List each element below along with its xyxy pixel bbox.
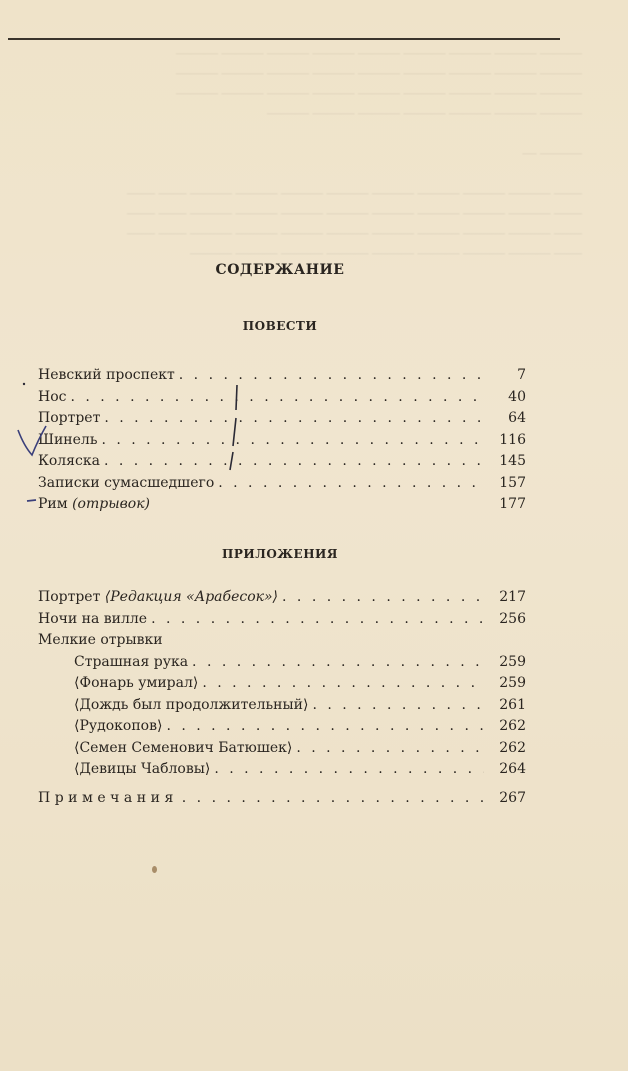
- toc-page: 116: [499, 431, 526, 448]
- toc-label: Нос: [38, 388, 67, 405]
- leader-dots: [202, 673, 484, 695]
- toc-row[interactable]: [38, 652, 526, 674]
- toc-label: Невский проспект: [38, 367, 175, 383]
- top-rule: [8, 38, 560, 40]
- toc-page: 261: [499, 696, 526, 713]
- toc-page: 256: [499, 610, 526, 627]
- toc-label: Портрет: [38, 410, 101, 426]
- toc-notes: [38, 788, 526, 810]
- toc-row[interactable]: [38, 587, 526, 609]
- toc-group-heading: [38, 630, 526, 652]
- toc-row[interactable]: [38, 788, 526, 810]
- leader-dots: [101, 430, 484, 452]
- toc-label: [38, 587, 278, 609]
- toc-row[interactable]: [38, 609, 526, 631]
- paper-stain: [152, 866, 157, 873]
- leader-dots: [312, 695, 484, 717]
- toc-label: Ночи на вилле: [38, 610, 148, 627]
- leader-dots: [70, 387, 484, 409]
- toc-row[interactable]: [38, 473, 526, 495]
- toc-page: 262: [499, 739, 526, 756]
- toc-label-text: Рим: [38, 496, 68, 512]
- toc-label: Записки сумасшедшего: [38, 474, 215, 491]
- dot-mark-icon: [23, 383, 25, 385]
- toc-label: ⟨Рудокопов⟩: [74, 718, 163, 734]
- toc-label: Страшная рука: [74, 653, 189, 670]
- toc-label-note: (отрывок): [72, 496, 151, 512]
- toc-label: Шинель: [38, 431, 98, 448]
- leader-dots: [214, 759, 484, 781]
- leader-dots: [296, 738, 484, 760]
- leader-dots: [192, 652, 484, 674]
- leader-dots: [104, 451, 484, 473]
- toc-page: 40: [508, 388, 526, 405]
- toc-page: 259: [499, 675, 526, 691]
- leader-dots: [218, 473, 484, 495]
- section-title-povesti: ПОВЕСТИ: [242, 319, 318, 333]
- toc-row[interactable]: [38, 451, 526, 473]
- toc-page: 157: [499, 474, 526, 491]
- toc-page: 264: [499, 761, 526, 777]
- toc-label-text: Портрет: [38, 589, 101, 605]
- toc-label: Примечания: [38, 790, 178, 806]
- toc-section-prilozheniya: [38, 587, 526, 781]
- toc-label: Мелкие отрывки: [38, 632, 163, 648]
- toc-page: 64: [508, 410, 526, 426]
- leader-dots: [282, 587, 484, 609]
- toc-row[interactable]: [38, 738, 526, 760]
- toc-label: ⟨Девицы Чабловы⟩: [74, 761, 211, 777]
- section-title-prilozheniya: ПРИЛОЖЕНИЯ: [222, 547, 338, 561]
- toc-label: ⟨Фонарь умирал⟩: [74, 675, 199, 691]
- toc-row[interactable]: [38, 430, 526, 452]
- toc-page: 7: [517, 367, 526, 383]
- toc-row[interactable]: [38, 695, 526, 717]
- toc-label-note: ⟨Редакция «Арабесок»⟩: [104, 589, 279, 605]
- leader-dots: [151, 609, 484, 631]
- toc-row[interactable]: [38, 387, 526, 409]
- toc-row[interactable]: [38, 494, 526, 516]
- leader-dots: [104, 408, 484, 430]
- toc-row[interactable]: [38, 673, 526, 695]
- toc-page: 217: [499, 589, 526, 605]
- toc-page: 177: [499, 496, 526, 512]
- bleed-through: ——— ——— ——— ——— ——— ——— ——— ——— ——— ——— ——— ——— ——— ——— ——— ——— ——— ——— ——— ——— ——— ——— ——— ——— ——— ——— ——— ——— ——— ——— ——— ——— ——— ——— ——— — —— ——— ——— ——— ——— ——— ——— ——— ——— —— —— —— ——— ——— ——— ——— ——— ——— ——— ——— —— —— —— ——— ——— ——— ——— ——— ——— ——— ——— —— —— —— ——— ——— ——— ——— ——— ——— ——— ———: [127, 46, 582, 261]
- toc-row[interactable]: [38, 716, 526, 738]
- toc-label: Коляска: [38, 453, 100, 469]
- leader-dots: [182, 788, 484, 810]
- toc-row[interactable]: [38, 408, 526, 430]
- leader-dots: [166, 716, 484, 738]
- toc-row[interactable]: [38, 365, 526, 387]
- toc-label: ⟨Семен Семенович Батюшек⟩: [74, 739, 293, 756]
- dash-mark-icon: [27, 500, 36, 501]
- toc-page: 267: [499, 790, 526, 806]
- toc-page: 259: [499, 653, 526, 670]
- toc-label: ⟨Дождь был продолжительный⟩: [74, 696, 309, 713]
- contents-heading: СОДЕРЖАНИЕ: [215, 262, 345, 278]
- leader-dots: [179, 365, 484, 387]
- toc-label: [38, 494, 150, 516]
- toc-row[interactable]: [38, 759, 526, 781]
- toc-section-povesti: [38, 365, 526, 516]
- toc-page: 262: [499, 718, 526, 734]
- toc-page: 145: [499, 453, 526, 469]
